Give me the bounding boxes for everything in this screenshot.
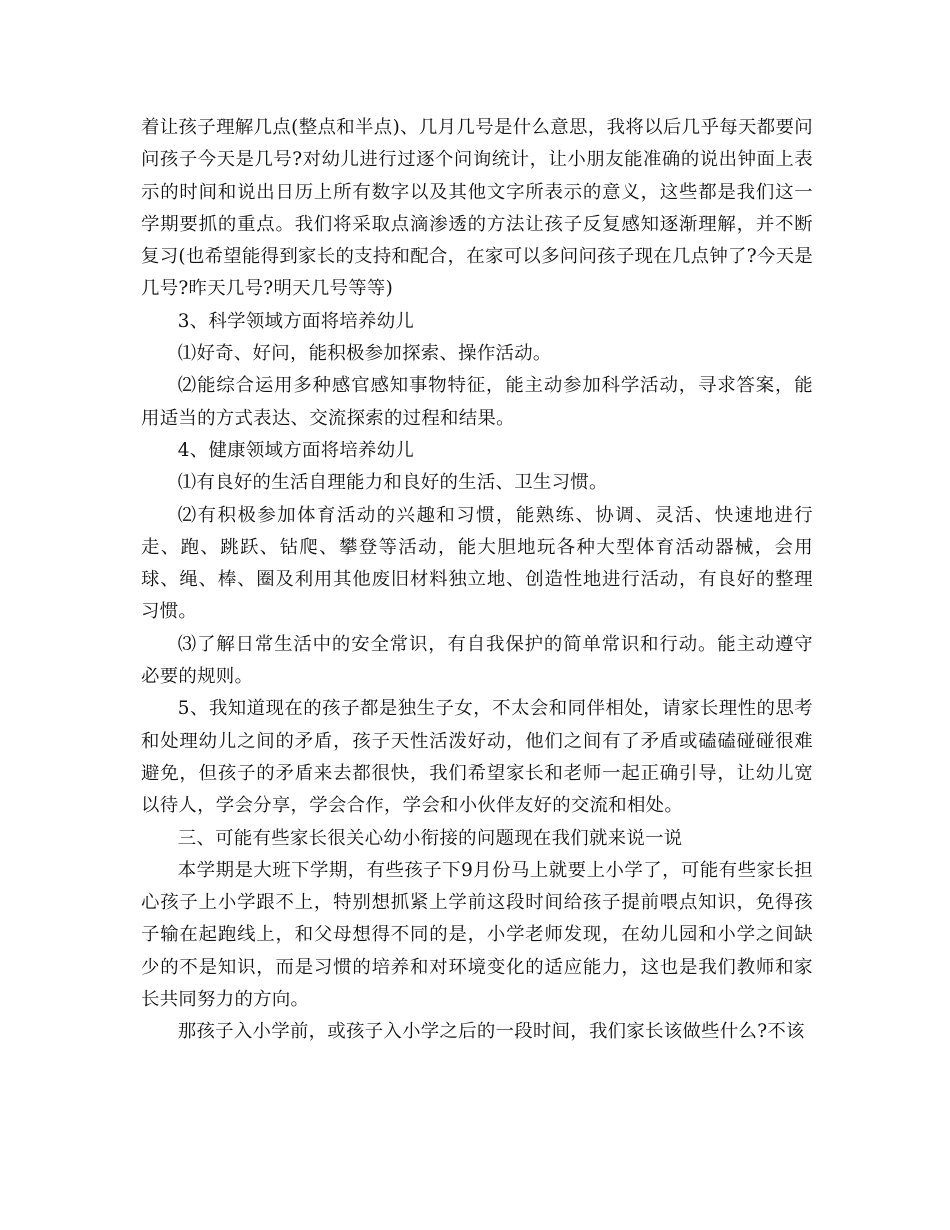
document-body: [141, 112, 813, 1049]
list-item: ⑴有良好的生活自理能力和良好的生活、卫生习惯。: [177, 472, 608, 494]
paragraph: 那孩子入小学前，或孩子入小学之后的一段时间，我们家长该做些什么?不该: [177, 1021, 805, 1043]
paragraph: 本学期是大班下学期，有些孩子下9月份马上就要上小学了，可能有些家长担心孩子上小学跟不上，特别想抓紧上学前这段时间给孩子提前喂点知识，免得孩子输在起跑线上，和父母想得不同的是，小学老师发现，在幼儿园和小学之间缺少的不是知识，而是习惯的培养和对环境变化的适应能力，这也是我们教师和家长共同努力的方向。: [141, 859, 813, 1011]
paragraph: 着让孩子理解几点(整点和半点)、几月几号是什么意思，我将以后几乎每天都要问问孩子今天是几号?对幼儿进行过逐个问询统计，让小朋友能准确的说出钟面上表示的时间和说出日历上所有数字以及其他文字所表示的意义，这些都是我们这一学期要抓的重点。我们将采取点滴渗透的方法让孩子反复感知逐渐理解，并不断复习(也希望能得到家长的支持和配合，在家可以多问问孩子现在几点钟了?今天是几号?昨天几号?明天几号等等): [141, 117, 813, 300]
section-heading-transition: 三、可能有些家长很关心幼小衔接的问题现在我们就来说一说: [177, 827, 683, 849]
section-heading-science: 3、科学领域方面将培养幼儿: [177, 310, 415, 332]
list-item: ⑵能综合运用多种感官感知事物特征，能主动参加科学活动，寻求答案，能用适当的方式表达、交流探索的过程和结果。: [141, 375, 813, 429]
list-item: ⑶了解日常生活中的安全常识，有自我保护的简单常识和行动。能主动遵守必要的规则。: [141, 633, 813, 688]
list-item: ⑵有积极参加体育活动的兴趣和习惯，能熟练、协调、灵活、快速地进行走、跑、跳跃、钻爬、攀登等活动，能大胆地玩各种大型体育活动器械，会用球、绳、棒、圈及利用其他废旧材料独立地、创造性地进行活动，有良好的整理习惯。: [141, 504, 813, 623]
section-heading-health: 4、健康领域方面将培养幼儿: [177, 439, 415, 461]
list-item: ⑴好奇、好问，能积极参加探索、操作活动。: [177, 343, 552, 365]
paragraph: 5、我知道现在的孩子都是独生子女，不太会和同伴相处，请家长理性的思考和处理幼儿之间的矛盾，孩子天性活泼好动，他们之间有了矛盾或磕磕碰碰很难避免，但孩子的矛盾来去都很快，我们希望家长和老师一起正确引导，让幼儿宽以待人，学会分享，学会合作，学会和小伙伴友好的交流和相处。: [141, 698, 813, 817]
